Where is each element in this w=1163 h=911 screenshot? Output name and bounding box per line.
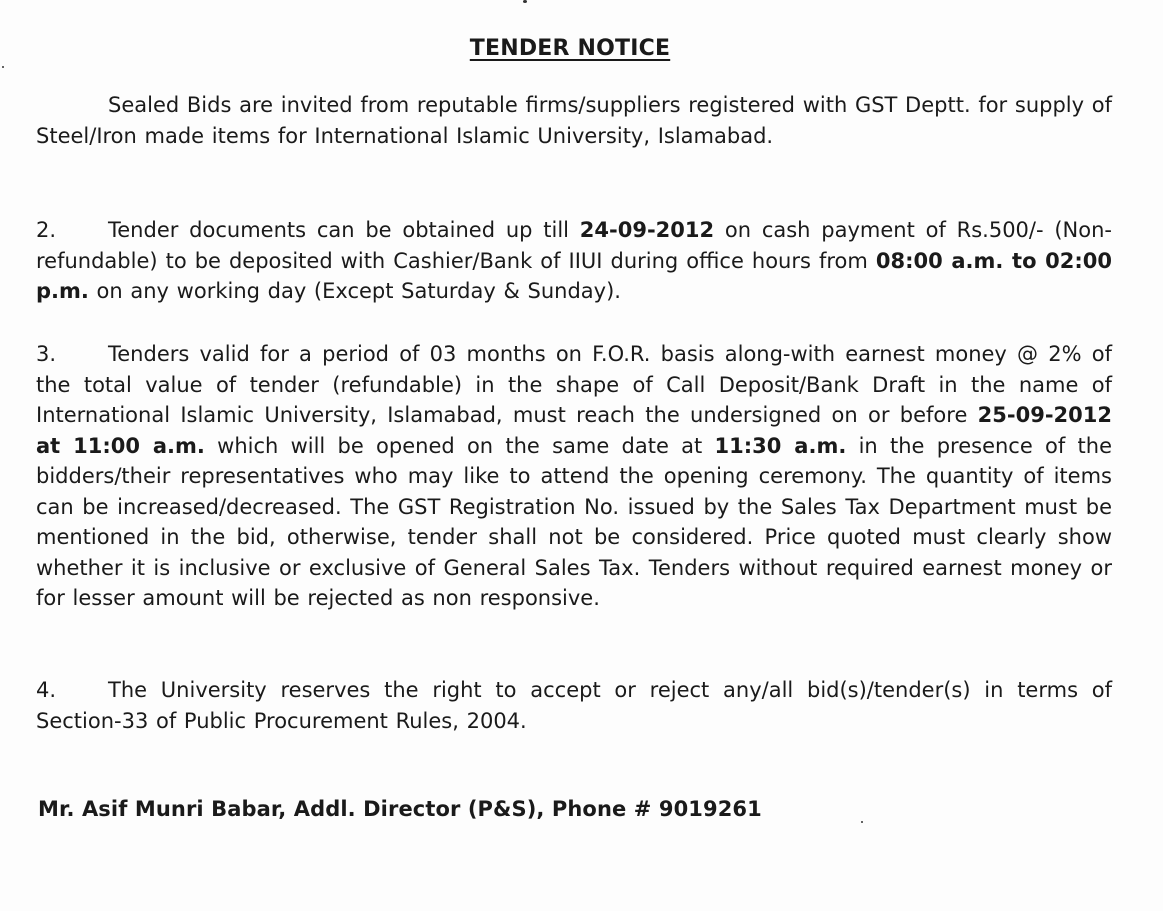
scan-speck (861, 821, 863, 823)
paragraph-number: 2. (36, 218, 57, 242)
document-deadline-date: 24-09-2012 (579, 218, 715, 242)
paragraph-number: 4. (36, 678, 57, 702)
paragraph-3-text-3: in the presence of the bidders/their representatives who may like to attend the opening ceremony. The quantity of items can be increased/decreased. The GST Registration No. issued by the Sales Tax Department must be mentioned in the bid, otherwise, tender shall not be considered. Price quoted must clearly show whether it is inclusive or exclusive of General Sales Tax. Tenders without required earnest money or for lesser amount will be rejected as non responsive. (36, 433, 1113, 610)
intro-text: Sealed Bids are invited from reputable firms/suppliers registered with GST Deptt. for supply of Steel/Iron made items for International Islamic University, Islamabad. (36, 93, 1112, 148)
paragraph-3-text-1: Tenders valid for a period of 03 months on F.O.R. basis along-with earnest money @ 2% of the total value of tender (refundable) in the shape of Call Deposit/Bank Draft in the name of International Islamic University, Islamabad, must reach the undersigned on or before (36, 342, 1112, 427)
paragraph-2 (36, 215, 1112, 307)
notice-title: TENDER NOTICE (469, 36, 671, 61)
paragraph-number: 3. (36, 342, 57, 366)
paragraph-4-text: The University reserves the right to accept or reject any/all bid(s)/tender(s) in terms of Section-33 of Public Procurement Rules, 2004. (36, 678, 1112, 733)
paragraph-4 (36, 675, 1112, 736)
paragraph-2-text-2: on cash payment of Rs.500/- (Non-refundable) to be deposited with Cashier/Bank of IIUI during office hours from (36, 218, 1112, 273)
paragraph-3 (36, 339, 1112, 614)
opening-time: 11:30 a.m. (714, 433, 847, 458)
paragraph-2-text-3: on any working day (Except Saturday & Sunday). (88, 279, 621, 303)
intro-paragraph (36, 90, 1112, 151)
paragraph-2-text-1: Tender documents can be obtained up till (108, 218, 580, 242)
scan-speck (2, 66, 4, 68)
scan-speck (523, 0, 527, 3)
office-hours: 08:00 a.m. to 02:00 p.m. (36, 248, 1112, 303)
submission-deadline: 25-09-2012 at 11:00 a.m. (36, 403, 1112, 458)
signature-line: Mr. Asif Munri Babar, Addl. Director (P&S), Phone # 9019261 (38, 797, 762, 821)
paragraph-3-text-2: which will be opened on the same date at (204, 433, 715, 458)
